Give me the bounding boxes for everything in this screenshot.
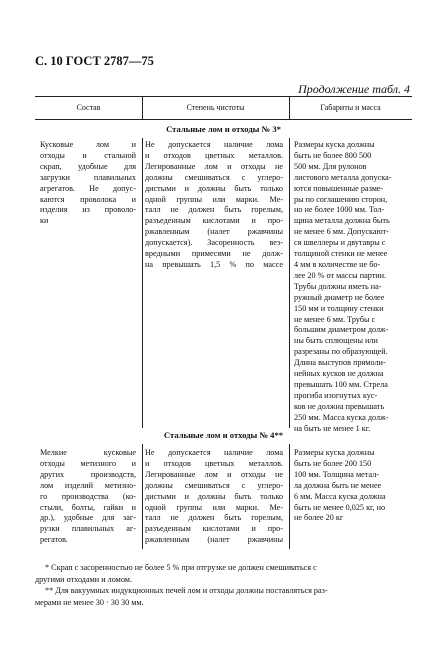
page-title: С. 10 ГОСТ 2787—75 <box>35 54 154 68</box>
column-header-composition: Состав <box>76 103 101 112</box>
section-title: Стальные лом и отходы № 4** <box>163 430 284 440</box>
column-divider <box>142 444 143 549</box>
footnotes: * Скрап с засоренностью не более 5 % при отгрузке не должен смешиваться с другими отходами и ломом. ** Для вакуумных индукционных печей лом и отходы должны поставляться раз- мерами не менее 30 · 30 30 мм. <box>35 563 328 607</box>
purity-cell: Не допускается наличие лома и отходов цветных металлов. Легированные лом и отходы не должны смешиваться с углеро- дистыми и должны быть только одной группы или марки. Ме- талл не должен быть горелым, разъеденным кислотами и про- ржавленным (налет ржавчины <box>145 448 283 545</box>
section-title: Стальные лом и отходы № 3* <box>166 124 281 134</box>
column-header-purity: Степень чистоты <box>186 103 245 112</box>
column-divider <box>142 138 143 428</box>
column-divider <box>289 96 290 119</box>
column-divider <box>142 96 143 119</box>
dimensions-cell: Размеры куска должны быть не более 200 150 100 мм. Толщина метал- ла должна быть не менее 6 мм. Масса куска должна быть не менее 0,025 кг, но не более 20 кг <box>294 448 386 523</box>
column-divider <box>289 444 290 549</box>
column-header-dimensions: Габариты и масса <box>320 103 381 112</box>
composition-cell: Кусковые лом и отходы и стальной скрап, удобные для загрузки плавильных агрегатов. Не допус- каются проволока и изделия из проволо- ки <box>40 140 136 226</box>
table-continuation-label: Продолжение табл. 4 <box>298 82 410 96</box>
header-bottom-rule <box>35 119 412 120</box>
composition-cell: Мелкие кусковые отходы метизного и других производств, лом изделий метизно- го производства (ко- стыли, болты, гайки и др.), удобные для заг- рузки плавильных аг- регатов. <box>40 448 136 545</box>
column-divider <box>289 138 290 428</box>
table-top-rule <box>35 96 412 97</box>
dimensions-cell: Размеры куска должны быть не более 800 500 500 мм. Для рулонов листового металла допуска- ются повышенные разме- ры по соглашению сторон, но не более 1000 мм. Тол- щина металла должна быть не менее 6 мм. Допускают- ся швеллеры и двутавры с толщиной стенки не менее 4 мм в количестве не бо- лее 20 % от массы партии. Трубы должны иметь на- ружный диаметр не более 150 мм и толщину стенки не менее 6 мм. Трубы с большим диаметром долж- ны быть сплющены или разрезаны по образующей. Длина выступов прямоли- нейных кусков не должна превышать 100 мм. Стрела прогиба изогнутых кус- ков не должна превышать 250 мм. Масса куска долж- на быть не менее 1 кг. <box>294 140 392 433</box>
purity-cell: Не допускается наличие лома и отходов цветных металлов. Легированные лом и отходы не должны смешиваться с углеро- дистыми и должны быть только одной группы или марки. Ме- талл не должен быть горелым, разъеденным кислотами и про- ржавленным (налет ржавчины допускается). Засоренность вез- вредными примесями не долж- на превышать 1,5 % по массе <box>145 140 283 269</box>
